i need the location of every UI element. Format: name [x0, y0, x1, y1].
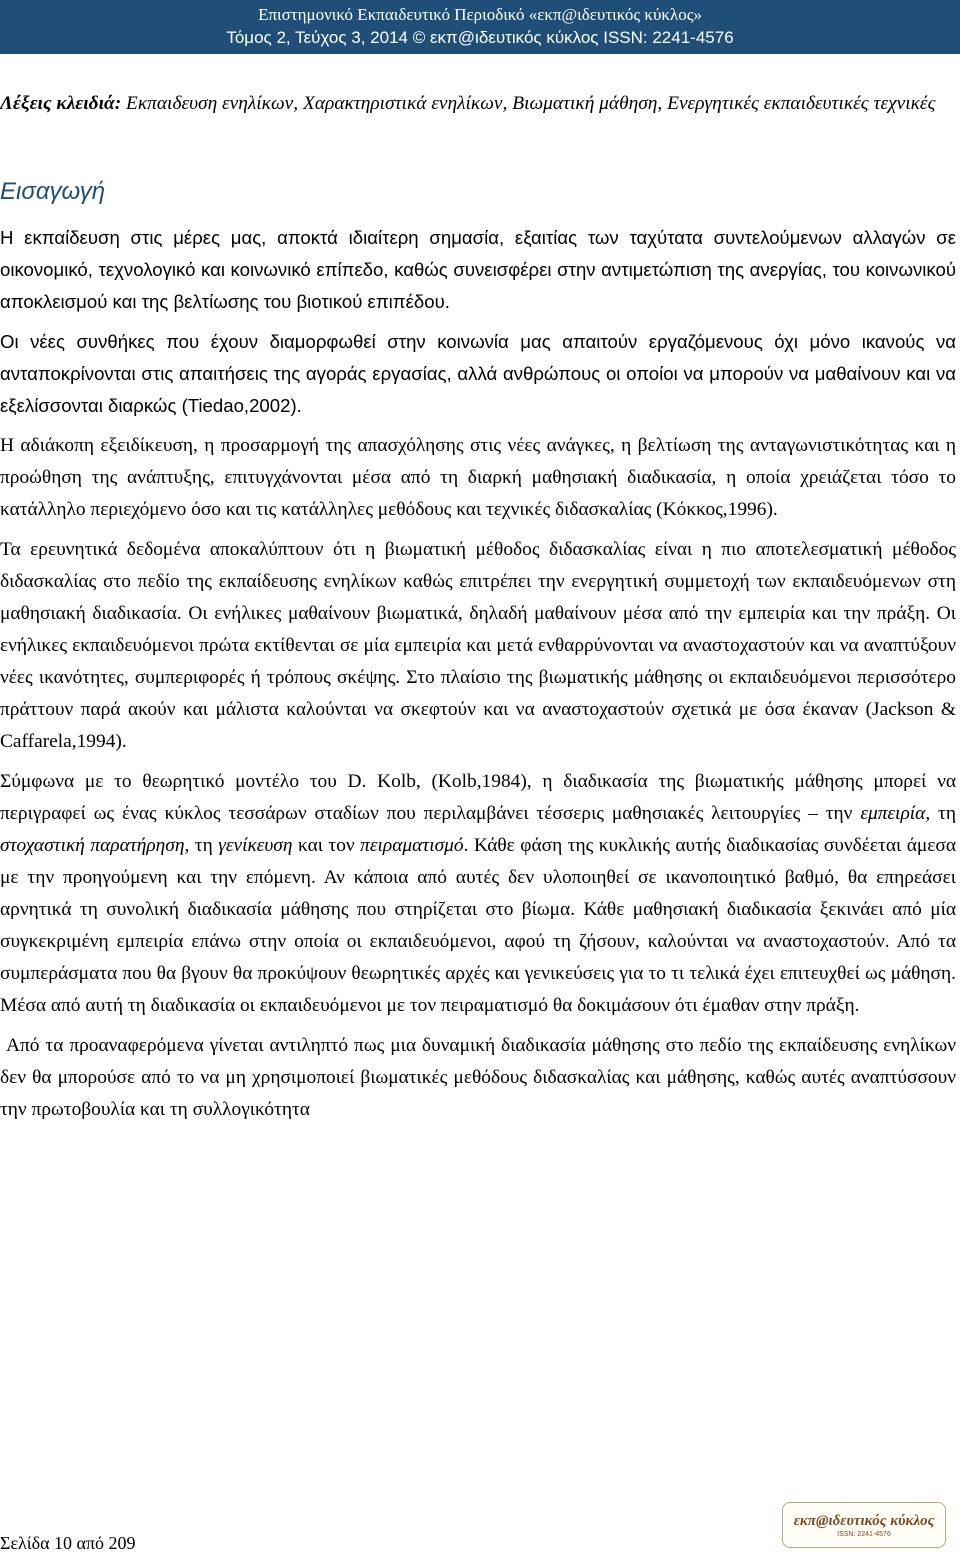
paragraph-1: Η εκπαίδευση στις μέρες μας, αποκτά ιδιαίτερη σημασία, εξαιτίας των ταχύτατα συντελούμενων αλλαγών σε οικονομικό, τεχνολογικό και κοινωνικό επίπεδο, καθώς συνεισφέρει στην αντιμετώπιση της ανεργίας, του κοινωνικού αποκλεισμού και της βελτίωσης του βιοτικού επιπέδου.	[0, 227, 956, 312]
p5-text-e: . Κάθε φάση της κυκλικής αυτής διαδικασίας συνδέεται άμεσα με την προηγούμενη και την επόμενη. Αν κάποια από αυτές δεν υλοποιηθεί σε ικανοποιητικό βαθμό, θα επηρεάσει αρνητικά τη συνολική διαδικασία μάθησης που στηρίζεται στο βίωμα. Κάθε μαθησιακή διαδικασία ξεκινάει από μία συγκεκριμένη εμπειρία επάνω στην οποία οι εκπαιδευόμενοι, αφού τη ζήσουν, καλούνται να αναστοχαστούν. Από τα συμπεράσματα που θα βγουν θα προκύψουν θεωρητικές αρχές και γενικεύσεις για το τι τελικά έχει επιτευχθεί ως μάθηση. Μέσα από αυτή τη διαδικασία οι εκπαιδευόμενοι με τον πειραματισμό θα δοκιμάσουν ότι έμαθαν στην πράξη.	[0, 835, 957, 1016]
logo-issn: ISSN: 2241-4576	[837, 1530, 891, 1538]
keywords	[0, 88, 956, 120]
keywords-label: Λέξεις κλειδιά:	[0, 93, 122, 114]
section-title: Εισαγωγή	[0, 178, 106, 205]
journal-logo	[782, 1502, 946, 1548]
p5-term-experience: εμπειρία	[860, 803, 926, 824]
p5-text-c: , τη	[184, 835, 219, 856]
p5-term-reflection: στοχαστική παρατήρηση	[0, 835, 185, 856]
p5-term-experimentation: πειραματισμό	[360, 835, 464, 856]
journal-title: Επιστημονικό Εκπαιδευτικό Περιοδικό «εκπ@ιδευτικός κύκλος»	[258, 5, 702, 24]
paragraph-3: Η αδιάκοπη εξειδίκευση, η προσαρμογή της απασχόλησης στις νέες ανάγκες, η βελτίωση της ανταγωνιστικότητας και η προώθηση της ανάπτυξης, επιτυγχάνονται μέσα από τη διαρκή μαθησιακή διαδικασία, η οποία χρειάζεται τόσο το κατάλληλο περιεχόμενο όσο και τις κατάλληλες μεθόδους και τεχνικές διδασκαλίας (Κόκκος,1996).	[0, 435, 956, 520]
p5-text-a: Σύμφωνα με το θεωρητικό μοντέλο του D. Kolb, (Kolb,1984), η διαδικασία της βιωματικής μάθησης μπορεί να περιγραφεί ως ένας κύκλος τεσσάρων σταδίων που περιλαμβάνει τέσσερις μαθησιακές λειτουργίες – την	[0, 771, 956, 824]
p5-text-d: και τον	[292, 835, 361, 856]
journal-header	[0, 0, 960, 54]
paragraph-6: Από τα προαναφερόμενα γίνεται αντιληπτό πως μια δυναμική διαδικασία μάθησης στο πεδίο της εκπαίδευσης ενηλίκων δεν θα μπορούσε από το να μη χρησιμοποιεί βιωματικές μεθόδους διδασκαλίας και μάθησης, καθώς αυτές αναπτύσσουν την πρωτοβουλία και τη συλλογικότητα	[0, 1035, 956, 1120]
paragraph-5	[0, 766, 956, 1022]
paragraph-4: Τα ερευνητικά δεδομένα αποκαλύπτουν ότι η βιωματική μέθοδος διδασκαλίας είναι η πιο αποτελεσματική μέθοδος διδασκαλίας στο πεδίο της εκπαίδευσης ενηλίκων καθώς επιτρέπει την ενεργητική συμμετοχή των εκπαιδευόμενων στη μαθησιακή διαδικασία. Οι ενήλικες μαθαίνουν βιωματικά, δηλαδή μαθαίνουν μέσα από την εμπειρία και την πράξη. Οι ενήλικες εκπαιδευόμενοι πρώτα εκτίθενται σε μία εμπειρία και μετά ενθαρρύνονται να αναστοχαστούν και να αναπτύξουν νέες ικανότητες, συμπεριφορές ή τρόπους σκέψης. Στο πλαίσιο της βιωματικής μάθησης οι εκπαιδευόμενοι περισσότερο πράττουν παρά ακούν και μάλιστα καλούνται να σκεφτούν και να αναστοχαστούν σχετικά με όσα έκαναν (Jackson & Caffarela,1994).	[0, 539, 956, 752]
paragraph-2: Οι νέες συνθήκες που έχουν διαμορφωθεί στην κοινωνία μας απαιτούν εργαζόμενους όχι μόνο ικανούς να ανταποκρίνονται στις απαιτήσεις της αγοράς εργασίας, αλλά ανθρώπους οι οποίοι να μπορούν να μαθαίνουν και να εξελίσσονται διαρκώς (Tiedao,2002).	[0, 331, 956, 416]
keywords-text: Εκπαιδευση ενηλίκων, Χαρακτηριστικά ενηλίκων, Βιωματική μάθηση, Ενεργητικές εκπαιδευτικές τεχνικές	[126, 93, 936, 114]
p5-term-generalization: γενίκευση	[218, 835, 293, 856]
journal-issue: Τόμος 2, Τεύχος 3, 2014 © εκπ@ιδευτικός κύκλος ISSN: 2241-4576	[226, 28, 734, 47]
article-body	[0, 72, 956, 1134]
page-number: Σελίδα 10 από 209	[0, 1533, 136, 1553]
p5-text-b: , τη	[925, 803, 956, 824]
logo-text: εκπ@ιδευτικός κύκλος	[793, 1512, 935, 1529]
